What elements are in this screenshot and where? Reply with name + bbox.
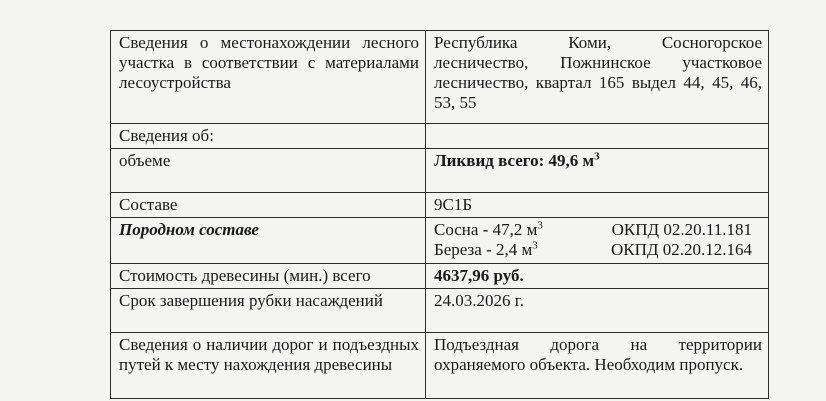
location-label: Сведения о местонахождении лесного участка в соответствии с материалами лесоустройства — [111, 31, 426, 124]
species-birch — [434, 240, 538, 260]
pine-okpd-code: ОКПД 02.20.11.181 — [611, 220, 752, 239]
pine-unit-exponent: 3 — [537, 219, 543, 232]
birch-okpd-code: ОКПД 02.20.12.164 — [611, 240, 752, 259]
table-row — [111, 31, 769, 124]
birch-unit-exponent: 3 — [532, 239, 538, 252]
species-pine — [434, 220, 543, 240]
info-about-label: Сведения об: — [111, 124, 426, 149]
location-value: Республика Коми, Сосногорское лесничество, Пожнинское участковое лесничество, квартал 165 выдел 44, 45, 46, 53, 55 — [426, 31, 769, 124]
felling-deadline-value: 24.03.2026 г. — [426, 289, 769, 333]
forest-plot-info-table — [110, 30, 769, 399]
info-about-value — [426, 124, 769, 149]
table-row — [111, 289, 769, 333]
table-row — [111, 193, 769, 218]
species-composition-value — [426, 218, 769, 264]
species-line-birch — [434, 240, 762, 260]
volume-value-text: Ликвид всего: 49,6 м — [434, 151, 595, 170]
species-composition-label: Породном составе — [111, 218, 426, 264]
volume-label: объеме — [111, 149, 426, 193]
timber-cost-label: Стоимость древесины (мин.) всего — [111, 264, 426, 289]
roads-value: Подъездная дорога на территории охраняемого объекта. Необходим пропуск. — [426, 333, 769, 399]
table-row — [111, 149, 769, 193]
felling-deadline-label: Срок завершения рубки насаждений — [111, 289, 426, 333]
birch-volume: Береза - 2,4 м — [434, 240, 533, 259]
volume-value — [426, 149, 769, 193]
volume-unit-exponent: 3 — [594, 150, 600, 163]
timber-cost-value: 4637,96 руб. — [426, 264, 769, 289]
composition-label: Составе — [111, 193, 426, 218]
table-row — [111, 218, 769, 264]
table-row — [111, 333, 769, 399]
composition-value: 9С1Б — [426, 193, 769, 218]
pine-volume: Сосна - 47,2 м — [434, 220, 538, 239]
roads-label: Сведения о наличии дорог и подъездных путей к месту нахождения древесины — [111, 333, 426, 399]
table-row — [111, 264, 769, 289]
species-line-pine — [434, 220, 762, 240]
table-row — [111, 124, 769, 149]
